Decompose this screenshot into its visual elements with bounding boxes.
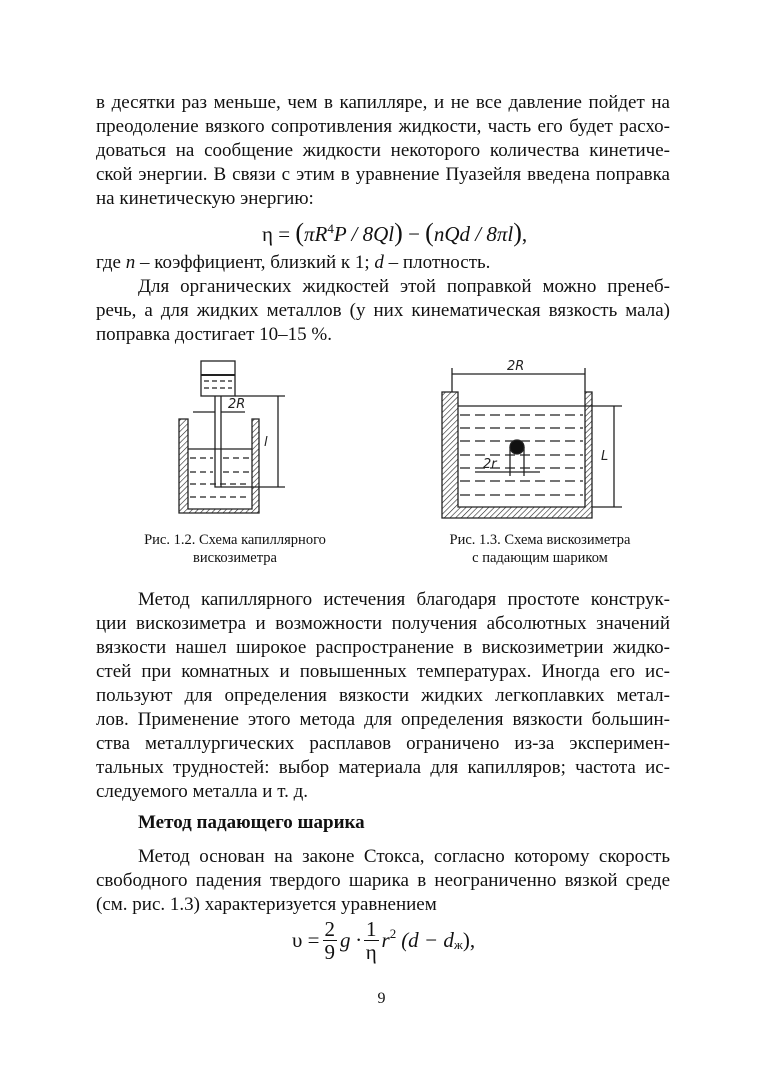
text-line: ской энергии. В связи с этим в уравнение Пуазейля введена поправка [96, 164, 670, 185]
formula-part: η [365, 940, 377, 964]
text-line: (см. рис. 1.3) характеризуется уравнением [96, 894, 437, 915]
stokes-formula [292, 918, 475, 963]
t: n [125, 252, 136, 273]
text-line: Метод капиллярного истечения благодаря простоте конструк- [138, 589, 670, 610]
caption-line: Рис. 1.3. Схема вискозиметра [449, 532, 631, 548]
caption-line: Рис. 1.2. Схема капиллярного [144, 532, 326, 548]
label-2R: 2R [507, 359, 525, 374]
text-line: поправка достигает 10–15 %. [96, 324, 332, 345]
text-line: доваться на сообщение жидкости некоторого количества кинетиче- [96, 140, 670, 161]
text-line: речь, а для жидких металлов (у них кинематическая вязкость мала) [96, 300, 670, 321]
label-2r: 2r [483, 457, 497, 472]
formula-part: nQd / 8πl [433, 222, 514, 246]
text-line: в десятки раз меньше, чем в капилляре, и не все давление пойдет на [96, 92, 670, 113]
text-line: преодоление вязкого сопротивления жидкости, часть его будет расхо- [96, 116, 670, 137]
formula-part: ж [453, 937, 463, 952]
formula-part: , [521, 222, 528, 246]
capillary-viscometer-diagram [179, 361, 285, 513]
label-l: l [264, 435, 268, 450]
text-line: Для органических жидкостей этой поправкой можно пренеб- [138, 276, 670, 297]
formula-part: η = [262, 222, 296, 246]
text-line: на кинетическую энергию: [96, 188, 314, 209]
label-L: L [601, 449, 609, 464]
falling-ball-viscometer-diagram [442, 359, 622, 518]
text-line: свободного падения твердого шарика в неограниченно вязкой среде [96, 870, 670, 891]
formula-part: ), [462, 928, 476, 952]
text-line: следуемого металла и т. д. [96, 781, 308, 802]
formula-part: 1 [366, 917, 377, 941]
formula-part: P / 8Ql [333, 222, 395, 246]
formula-part: 4 [327, 221, 334, 236]
caption-line: вискозиметра [193, 550, 277, 566]
text-line: ции вискозиметра и возможности получения абсолютных значений [96, 613, 670, 634]
section-heading: Метод падающего шарика [138, 812, 365, 833]
formula-part: 2 [389, 926, 397, 941]
t: d [374, 252, 384, 273]
caption-line: с падающим шариком [472, 550, 608, 566]
t: – плотность. [383, 252, 491, 273]
figure-1-3-caption [420, 531, 660, 567]
text-line: вязкости нашел широкое распространение в вискозиметрии жидко- [96, 637, 670, 658]
formula-part: 2 [324, 917, 335, 941]
page-number: 9 [377, 990, 386, 1007]
formula-part: − [402, 222, 426, 246]
t: – коэффициент, близкий к 1; [135, 252, 375, 273]
text-line: лов. Применение этого метода для определения вязкости большин- [96, 709, 670, 730]
text-line: пользуют для определения вязкости жидких легкоплавких метал- [96, 685, 670, 706]
poiseuille-formula: $\eta = (\pi R^4P / 8Ql) - (nQd / 8\pi l)$, [262, 218, 528, 247]
formula-part: (d − d [401, 928, 454, 952]
formula-part: υ = [292, 928, 320, 952]
text-line: стей при комнатных и повышенных температурах. Иногда его ис- [96, 661, 670, 682]
formula-part: πR [304, 222, 328, 246]
paragraph-3 [96, 588, 670, 804]
formula-part: r [381, 928, 390, 952]
text-line: Метод основан на законе Стокса, согласно которому скорость [138, 846, 670, 867]
paragraph-4 [96, 845, 670, 917]
text-line: ства металлургических расплавов ограничено из-за эксперимен- [96, 733, 670, 754]
formula-part: g · [340, 928, 361, 952]
label-2R: 2R [228, 397, 246, 412]
text-line: тальных трудностей: выбор материала для капилляров; частота ис- [96, 757, 670, 778]
t: где [96, 252, 126, 273]
formula-part: 9 [324, 940, 335, 964]
figure-1-2-caption [120, 531, 350, 567]
